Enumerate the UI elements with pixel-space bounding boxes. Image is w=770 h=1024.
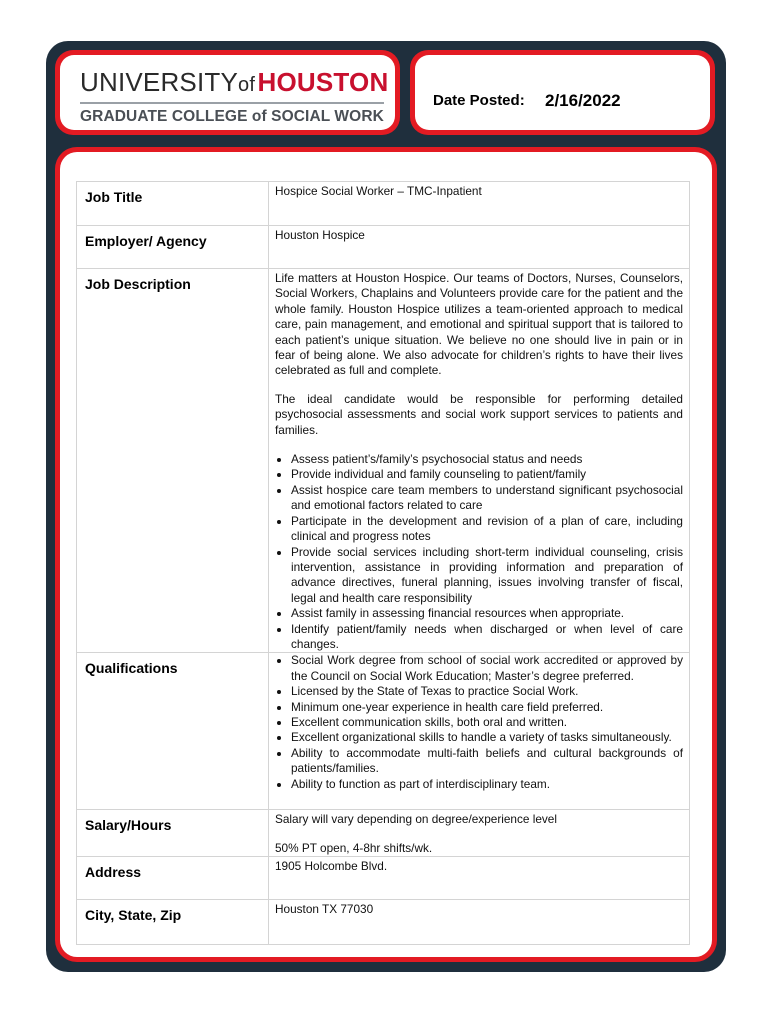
logo-of: of [238, 74, 256, 96]
duties-list [275, 452, 683, 652]
address-row [77, 857, 690, 900]
qualification-item: • Social Work degree from school of social work accredited or approved by the Council on Social Work Education; Master’s degree preferred. [291, 653, 683, 684]
duty-item: • Provide individual and family counseling to patient/family [291, 467, 683, 482]
qualification-item: • Excellent organizational skills to handle a variety of tasks simultaneously. [291, 730, 683, 745]
job-description-value [269, 269, 690, 653]
qualifications-value [269, 653, 690, 810]
address-label: Address [77, 857, 269, 900]
salary-text: Salary will vary depending on degree/experience level [275, 812, 557, 827]
employer-value: Houston Hospice [269, 226, 690, 269]
employer-row [77, 226, 690, 269]
qualification-item: • Minimum one-year experience in health care field preferred. [291, 700, 683, 715]
duty-item: • Participate in the development and revision of a plan of care, including clinical and progress notes [291, 514, 683, 545]
job-details-table [76, 181, 690, 945]
qualification-item: • Licensed by the State of Texas to practice Social Work. [291, 684, 683, 699]
logo-college: GRADUATE COLLEGE of SOCIAL WORK [80, 108, 384, 125]
duty-item: • Provide social services including short-term individual counseling, crisis intervention, assistance in providing information and preparation of advance directives, funeral planning, issues involving transfer of fiscal, legal and health care responsibility [291, 545, 683, 607]
hours-text: 50% PT open, 4-8hr shifts/wk. [275, 840, 433, 855]
city-value: Houston TX 77030 [269, 900, 690, 945]
job-title-row [77, 182, 690, 226]
city-row [77, 900, 690, 945]
date-posted-label: Date Posted: [433, 92, 525, 109]
duty-item: • Identify patient/family needs when discharged or when level of care changes. [291, 622, 683, 653]
job-description-label: Job Description [77, 269, 269, 653]
duty-item: • Assist family in assessing financial resources when appropriate. [291, 606, 683, 621]
qualifications-label: Qualifications [77, 653, 269, 810]
qualification-item: • Excellent communication skills, both oral and written. [291, 715, 683, 730]
job-title-value: Hospice Social Worker – TMC-Inpatient [269, 182, 690, 226]
qualification-item: • Ability to accommodate multi-faith beliefs and cultural backgrounds of patients/families. [291, 746, 683, 777]
university-logo [80, 67, 388, 100]
duty-item: • Assist hospice care team members to understand significant psychosocial and emotional factors related to care [291, 483, 683, 514]
logo-panel [55, 50, 400, 135]
job-title-label: Job Title [77, 182, 269, 226]
logo-houston: HOUSTON [257, 67, 389, 97]
description-intro: Life matters at Houston Hospice. Our teams of Doctors, Nurses, Counselors, Social Workers, Chaplains and Volunteers provide care for the patient and the whole family. Houston Hospice utilizes a team-oriented approach to medical care, pain management, and emotional and spiritual support that is tailored to each patient’s unique situation. We believe no one should live in pain or in fear of being alone. We also advocate for children’s rights to have their lives celebrated as full and complete. [275, 271, 683, 378]
city-label: City, State, Zip [77, 900, 269, 945]
address-value: 1905 Holcombe Blvd. [269, 857, 690, 900]
employer-label: Employer/ Agency [77, 226, 269, 269]
qualifications-row [77, 653, 690, 810]
logo-university: UNIVERSITY [80, 67, 239, 97]
qualification-item: • Ability to function as part of interdisciplinary team. [291, 777, 683, 792]
job-description-row [77, 269, 690, 653]
duty-item: • Assess patient’s/family’s psychosocial status and needs [291, 452, 683, 467]
logo-divider [80, 102, 384, 104]
salary-value [269, 810, 690, 857]
date-panel [410, 50, 715, 135]
salary-row [77, 810, 690, 857]
salary-label: Salary/Hours [77, 810, 269, 857]
qualifications-list [275, 653, 683, 792]
description-ideal: The ideal candidate would be responsible for performing detailed psychosocial assessments and social work support services to patients and families. [275, 391, 683, 437]
date-posted-value: 2/16/2022 [545, 91, 621, 110]
